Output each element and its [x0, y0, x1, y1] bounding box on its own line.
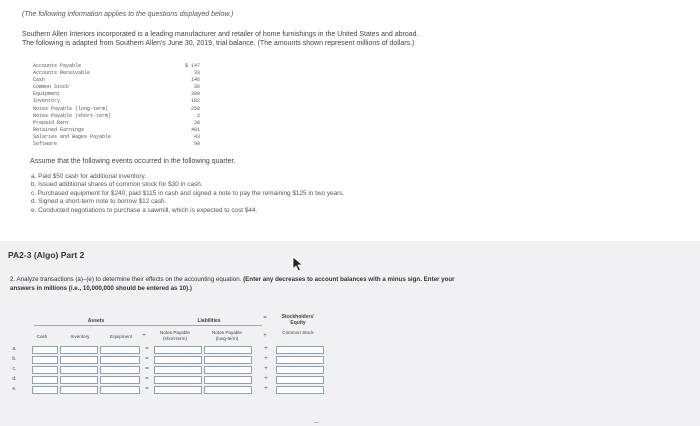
tb-account: Equipment	[33, 91, 61, 98]
tb-amount: $ 147	[184, 63, 200, 69]
tb-account: Salaries and Wages Payable	[33, 133, 112, 140]
op-plus: +	[264, 346, 268, 352]
tb-amount: 38	[193, 119, 200, 126]
notes-long-input-b[interactable]	[204, 356, 252, 364]
tb-account: Inventory	[33, 98, 61, 105]
event-item: c. Purchased equipment for $240; paid $115 in cash and signed a note to pay the remaining $125 in two years.	[31, 189, 345, 197]
col-inventory: Inventory	[70, 334, 90, 339]
tb-account: Retained Earnings	[33, 126, 85, 133]
op-equals: =	[263, 315, 267, 321]
tb-amount: 390	[190, 91, 200, 98]
cash-input-b[interactable]	[32, 356, 58, 364]
equipment-input-c[interactable]	[100, 366, 140, 374]
tb-amount: 43	[193, 133, 200, 140]
event-item: b. Issued additional shares of common stock for $30 in cash.	[31, 181, 203, 189]
tb-account: Notes Payable (short-term)	[33, 112, 112, 119]
cash-input-a[interactable]	[32, 346, 58, 354]
op-plus: +	[264, 366, 268, 372]
op-equals: =	[145, 376, 149, 382]
notes-long-input-e[interactable]	[204, 386, 252, 394]
event-item: d. Signed a short-term note to borrow $12 cash.	[31, 198, 167, 206]
mouse-cursor-icon	[292, 256, 304, 277]
col-equipment: Equipment	[110, 334, 132, 339]
page-marker-icon: ⎯⎯	[314, 420, 320, 426]
inventory-input-c[interactable]	[60, 366, 98, 374]
row-label: c.	[12, 366, 17, 372]
inventory-input-e[interactable]	[60, 386, 98, 394]
tb-amount: 146	[190, 77, 200, 84]
accounting-equation-table	[8, 313, 328, 418]
notes-long-input-c[interactable]	[204, 366, 252, 374]
op-equals: =	[145, 346, 149, 352]
notes-long-input-a[interactable]	[204, 346, 252, 354]
col-cash: Cash	[36, 334, 48, 339]
tb-amount: 33	[193, 70, 200, 77]
common-stock-input-b[interactable]	[276, 356, 324, 364]
notes-short-input-c[interactable]	[154, 366, 202, 374]
part-title: PA2-3 (Algo) Part 2	[8, 250, 85, 260]
notes-short-input-e[interactable]	[154, 386, 202, 394]
tb-account: Common Stock	[33, 84, 70, 91]
common-stock-input-e[interactable]	[276, 386, 324, 394]
tb-account: Notes Payable (long-term)	[33, 105, 109, 112]
tb-amount: 250	[190, 105, 200, 112]
op-plus: +	[264, 376, 268, 382]
instruction-text: 2. Analyze transactions (a)–(e) to determine their effects on the accounting equation.	[10, 276, 242, 283]
notes-short-input-b[interactable]	[154, 356, 202, 364]
instructions	[10, 276, 480, 293]
equipment-input-b[interactable]	[100, 356, 140, 364]
tb-amount: 182	[190, 98, 200, 105]
equipment-input-e[interactable]	[100, 386, 140, 394]
equipment-input-d[interactable]	[100, 376, 140, 384]
notes-short-input-a[interactable]	[154, 346, 202, 354]
col-notes-short: Notes Payable (short-term)	[160, 330, 190, 341]
tb-account: Cash	[33, 77, 46, 84]
col-notes-long: Notes Payable (long-term)	[212, 330, 242, 341]
tb-account: Prepaid Rent	[33, 119, 70, 126]
instruction-bold: (Enter any decreases to account balances with a minus sign. Enter your answers in millions (i.e., 10,000,000 should be entered as 10).)	[10, 276, 455, 292]
op-equals: =	[145, 356, 149, 362]
assume-text: Assume that the following events occurred in the following quarter.	[30, 158, 236, 165]
inventory-input-b[interactable]	[60, 356, 98, 364]
op-plus: +	[264, 356, 268, 362]
op-plus: +	[264, 386, 268, 392]
tb-amount: 36	[193, 84, 200, 91]
col-common-stock: Common Stock	[282, 330, 314, 335]
tb-account: Accounts Payable	[33, 63, 82, 69]
row-label: d.	[12, 376, 17, 382]
cash-input-d[interactable]	[32, 376, 58, 384]
notes-short-input-d[interactable]	[154, 376, 202, 384]
cash-input-c[interactable]	[32, 366, 58, 374]
tb-account: Software	[33, 141, 58, 148]
context-paragraph: Southern Allen Interiors incorporated is a leading manufacturer and retailer of home furnishings in the United States and abroad. The following is adapted from Southern Allen's June 30, 2019, trial balance. (The amounts shown represent millions of dollars.)	[22, 31, 419, 47]
common-stock-input-d[interactable]	[276, 376, 324, 384]
common-stock-input-c[interactable]	[276, 366, 324, 374]
tb-account: Accounts Receivable	[33, 70, 91, 77]
cash-input-e[interactable]	[32, 386, 58, 394]
events-list	[31, 173, 344, 215]
trial-balance-accounts	[33, 63, 111, 148]
header-liabilities: Liabilities	[197, 318, 221, 324]
intro-note: (The following information applies to the questions displayed below.)	[22, 11, 234, 18]
event-item: e. Conducted negotiations to purchase a sawmill, which is expected to cost $44.	[31, 206, 258, 214]
row-label: b.	[12, 356, 17, 362]
op-plus: +	[263, 333, 267, 339]
tb-amount: 2	[196, 112, 200, 119]
op-equals: =	[145, 386, 149, 392]
op-equals: =	[145, 366, 149, 372]
event-item: a. Paid $50 cash for additional inventory.	[31, 173, 146, 180]
header-assets: Assets	[87, 318, 105, 324]
tb-amount: 401	[190, 126, 200, 133]
notes-long-input-d[interactable]	[204, 376, 252, 384]
equipment-input-a[interactable]	[100, 346, 140, 354]
row-label: a.	[12, 346, 17, 352]
op-plus: +	[142, 333, 146, 339]
common-stock-input-a[interactable]	[276, 346, 324, 354]
inventory-input-d[interactable]	[60, 376, 98, 384]
trial-balance-amounts	[160, 63, 200, 148]
row-label: e.	[12, 386, 17, 392]
header-equity: Stockholders' Equity	[281, 314, 315, 326]
inventory-input-a[interactable]	[60, 346, 98, 354]
tb-amount: 90	[193, 141, 200, 148]
